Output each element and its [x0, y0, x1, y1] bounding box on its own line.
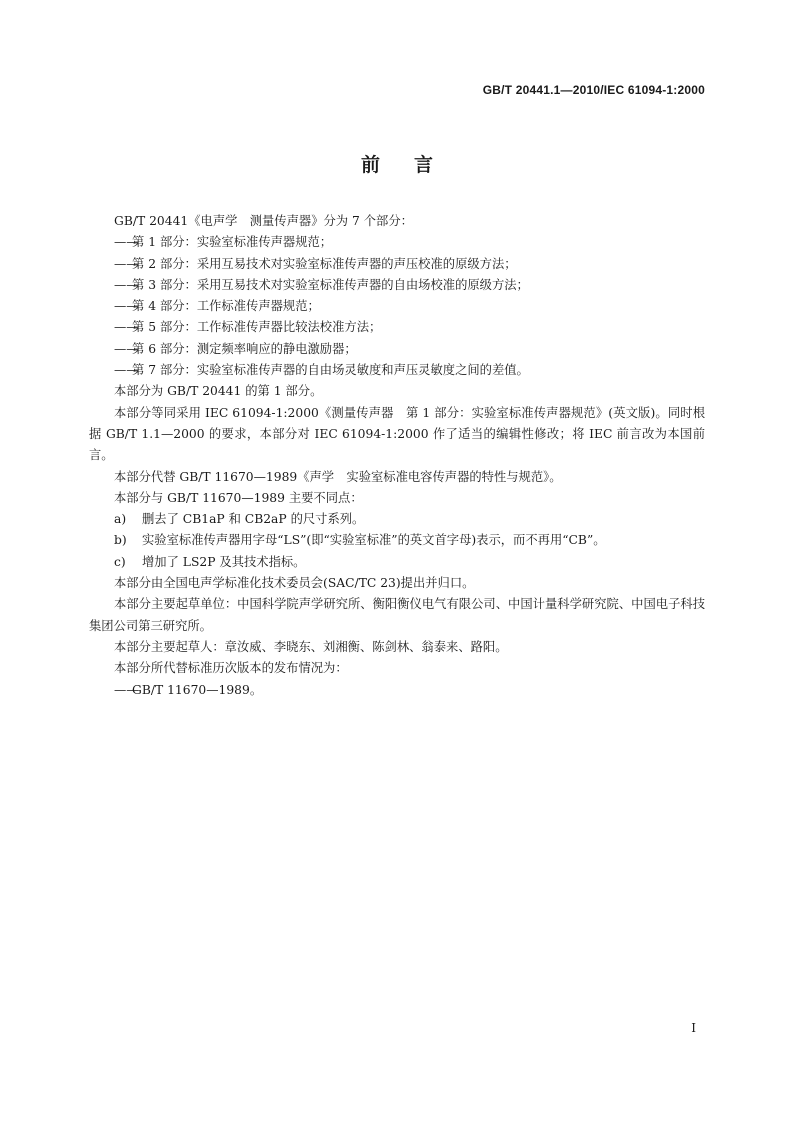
- list-marker: c): [114, 554, 126, 569]
- list-item: [89, 680, 705, 701]
- dash-marker: ——: [114, 682, 139, 697]
- list-item-text: 第 2 部分：采用互易技术对实验室标准传声器的声压校准的原级方法；: [132, 256, 517, 271]
- parts-list: [89, 232, 705, 381]
- list-item-text: 增加了 LS2P 及其技术指标。: [142, 554, 306, 569]
- dash-marker: ——: [114, 320, 139, 335]
- page-title: 前言: [360, 154, 467, 176]
- dash-marker: ——: [114, 363, 139, 378]
- list-item-text: 第 7 部分：实验室标准传声器的自由场灵敏度和声压灵敏度之间的差值。: [132, 363, 529, 378]
- list-item: [89, 360, 705, 381]
- list-item: [89, 530, 705, 551]
- list-item: [89, 254, 705, 275]
- list-item-text: 第 6 部分：测定频率响应的静电激励器；: [132, 341, 357, 356]
- list-item-text: 第 4 部分：工作标准传声器规范；: [132, 299, 320, 314]
- list-item-text: 第 3 部分：采用互易技术对实验室标准传声器的自由场校准的原级方法；: [132, 277, 529, 292]
- list-item: [89, 275, 705, 296]
- dash-marker: ——: [114, 256, 139, 271]
- list-item: [89, 232, 705, 253]
- list-marker: b): [114, 533, 127, 548]
- list-item-text: 实验室标准传声器用字母“LS”(即“实验室标准”的英文首字母)表示，而不再用“CB”。: [142, 533, 606, 548]
- adoption-paragraph: 本部分等同采用 IEC 61094-1:2000《测量传声器 第 1 部分：实验室标准传声器规范》(英文版)。同时根据 GB/T 1.1—2000 的要求，本部分对 IEC 61094-1:2000 作了适当的编辑性修改；将 IEC 前言改为本国前言。: [89, 405, 705, 463]
- list-item-text: 第 1 部分：实验室标准传声器规范；: [132, 235, 333, 250]
- history-intro: 本部分所代替标准历次版本的发布情况为：: [114, 661, 348, 676]
- history-list: [89, 680, 705, 701]
- dash-marker: ——: [114, 341, 139, 356]
- dash-marker: ——: [114, 235, 139, 250]
- list-item-text: 第 5 部分：工作标准传声器比较法校准方法；: [132, 320, 382, 335]
- standard-code: GB/T 20441.1—2010/IEC 61094-1:2000: [482, 83, 705, 97]
- drafters-paragraph: 本部分主要起草人：章汝威、李晓东、刘湘衡、陈剑林、翁泰来、路阳。: [114, 639, 508, 654]
- dash-marker: ——: [114, 299, 139, 314]
- list-item: [89, 552, 705, 573]
- list-item-text: GB/T 11670—1989。: [132, 682, 263, 697]
- list-item: [89, 296, 705, 317]
- drafting-units-paragraph: 本部分主要起草单位：中国科学院声学研究所、衡阳衡仪电气有限公司、中国计量科学研究院、中国电子科技集团公司第三研究所。: [89, 597, 705, 633]
- foreword-body: [89, 211, 705, 701]
- this-part-paragraph: 本部分为 GB/T 20441 的第 1 部分。: [114, 384, 323, 399]
- list-item: [89, 509, 705, 530]
- list-item: [89, 339, 705, 360]
- dash-marker: ——: [114, 277, 139, 292]
- list-item: [89, 317, 705, 338]
- intro-paragraph: GB/T 20441《电声学 测量传声器》分为 7 个部分：: [114, 214, 413, 228]
- replaces-paragraph: 本部分代替 GB/T 11670—1989《声学 实验室标准电容传声器的特性与规范》。: [114, 469, 562, 484]
- proposed-paragraph: 本部分由全国电声学标准化技术委员会(SAC/TC 23)提出并归口。: [114, 576, 475, 591]
- list-item-text: 删去了 CB1aP 和 CB2aP 的尺寸系列。: [142, 512, 365, 527]
- list-marker: a): [114, 512, 127, 527]
- differences-intro: 本部分与 GB/T 11670—1989 主要不同点：: [114, 490, 363, 505]
- differences-list: [89, 509, 705, 573]
- page-number: I: [691, 1021, 696, 1035]
